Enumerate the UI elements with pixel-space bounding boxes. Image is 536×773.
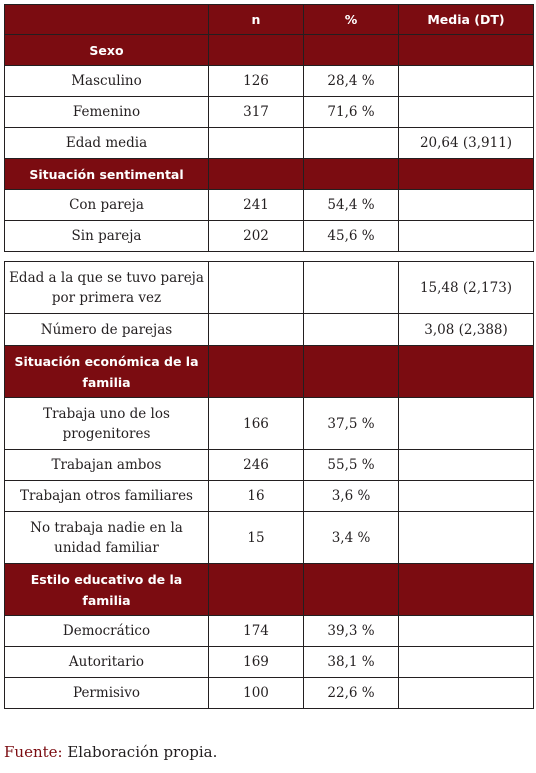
row-percent: 37,5 % xyxy=(304,398,399,450)
row-n: 169 xyxy=(209,647,304,678)
row-n: 16 xyxy=(209,481,304,512)
row-percent: 71,6 % xyxy=(304,97,399,128)
row-media xyxy=(399,190,534,221)
row-n: 15 xyxy=(209,512,304,564)
row-percent xyxy=(304,314,399,346)
row-percent: 45,6 % xyxy=(304,221,399,252)
row-media: 15,48 (2,173) xyxy=(399,262,534,314)
row-percent: 22,6 % xyxy=(304,678,399,709)
row-n: 246 xyxy=(209,450,304,481)
table-row xyxy=(5,616,534,647)
table-part-2 xyxy=(4,261,534,709)
row-media xyxy=(399,66,534,97)
table-row xyxy=(5,481,534,512)
row-media xyxy=(399,97,534,128)
row-label: Número de parejas xyxy=(5,314,209,346)
header-n: n xyxy=(209,5,304,35)
row-label: Masculino xyxy=(5,66,209,97)
row-n: 317 xyxy=(209,97,304,128)
section-row-estilo-educativo xyxy=(5,564,534,616)
row-percent: 55,5 % xyxy=(304,450,399,481)
row-n: 174 xyxy=(209,616,304,647)
row-n: 166 xyxy=(209,398,304,450)
table-row xyxy=(5,398,534,450)
table-row xyxy=(5,512,534,564)
table-row xyxy=(5,66,534,97)
header-percent: % xyxy=(304,5,399,35)
row-percent: 3,4 % xyxy=(304,512,399,564)
row-label: Con pareja xyxy=(5,190,209,221)
row-label: Democrático xyxy=(5,616,209,647)
table-row xyxy=(5,678,534,709)
row-media: 20,64 (3,911) xyxy=(399,128,534,159)
source-text: Elaboración propia. xyxy=(67,743,218,761)
row-media xyxy=(399,450,534,481)
row-n xyxy=(209,314,304,346)
row-percent: 28,4 % xyxy=(304,66,399,97)
row-label: Trabaja uno de los progenitores xyxy=(5,398,209,450)
row-media xyxy=(399,481,534,512)
row-label: Edad media xyxy=(5,128,209,159)
table-row xyxy=(5,647,534,678)
row-media xyxy=(399,647,534,678)
table-row xyxy=(5,450,534,481)
section-row-situacion-sentimental xyxy=(5,159,534,190)
table-row xyxy=(5,314,534,346)
section-row-sexo xyxy=(5,35,534,66)
row-media xyxy=(399,221,534,252)
row-label: Femenino xyxy=(5,97,209,128)
row-n: 100 xyxy=(209,678,304,709)
row-percent xyxy=(304,128,399,159)
row-n: 202 xyxy=(209,221,304,252)
table-row xyxy=(5,190,534,221)
row-n: 126 xyxy=(209,66,304,97)
table-row xyxy=(5,97,534,128)
row-percent xyxy=(304,262,399,314)
row-label: Sin pareja xyxy=(5,221,209,252)
section-title: Situación sentimental xyxy=(5,159,209,190)
row-n xyxy=(209,262,304,314)
row-percent: 54,4 % xyxy=(304,190,399,221)
table-row xyxy=(5,262,534,314)
row-media xyxy=(399,398,534,450)
header-label-cell xyxy=(5,5,209,35)
row-n xyxy=(209,128,304,159)
table-header-row xyxy=(5,5,534,35)
row-label: No trabaja nadie en la unidad familiar xyxy=(5,512,209,564)
source-label: Fuente: xyxy=(4,743,63,761)
row-label: Autoritario xyxy=(5,647,209,678)
section-title: Sexo xyxy=(5,35,209,66)
row-n: 241 xyxy=(209,190,304,221)
row-media xyxy=(399,616,534,647)
source-note xyxy=(4,741,217,763)
row-label: Permisivo xyxy=(5,678,209,709)
table-part-1 xyxy=(4,4,534,252)
section-title: Estilo educativo de la familia xyxy=(5,564,209,616)
row-label: Edad a la que se tuvo pareja por primera vez xyxy=(5,262,209,314)
table-row xyxy=(5,128,534,159)
row-media: 3,08 (2,388) xyxy=(399,314,534,346)
row-percent: 38,1 % xyxy=(304,647,399,678)
row-label: Trabajan ambos xyxy=(5,450,209,481)
row-percent: 3,6 % xyxy=(304,481,399,512)
row-label: Trabajan otros familiares xyxy=(5,481,209,512)
section-row-situacion-economica xyxy=(5,346,534,398)
row-media xyxy=(399,678,534,709)
header-media: Media (DT) xyxy=(399,5,534,35)
table-row xyxy=(5,221,534,252)
section-title: Situación económica de la familia xyxy=(5,346,209,398)
row-media xyxy=(399,512,534,564)
row-percent: 39,3 % xyxy=(304,616,399,647)
